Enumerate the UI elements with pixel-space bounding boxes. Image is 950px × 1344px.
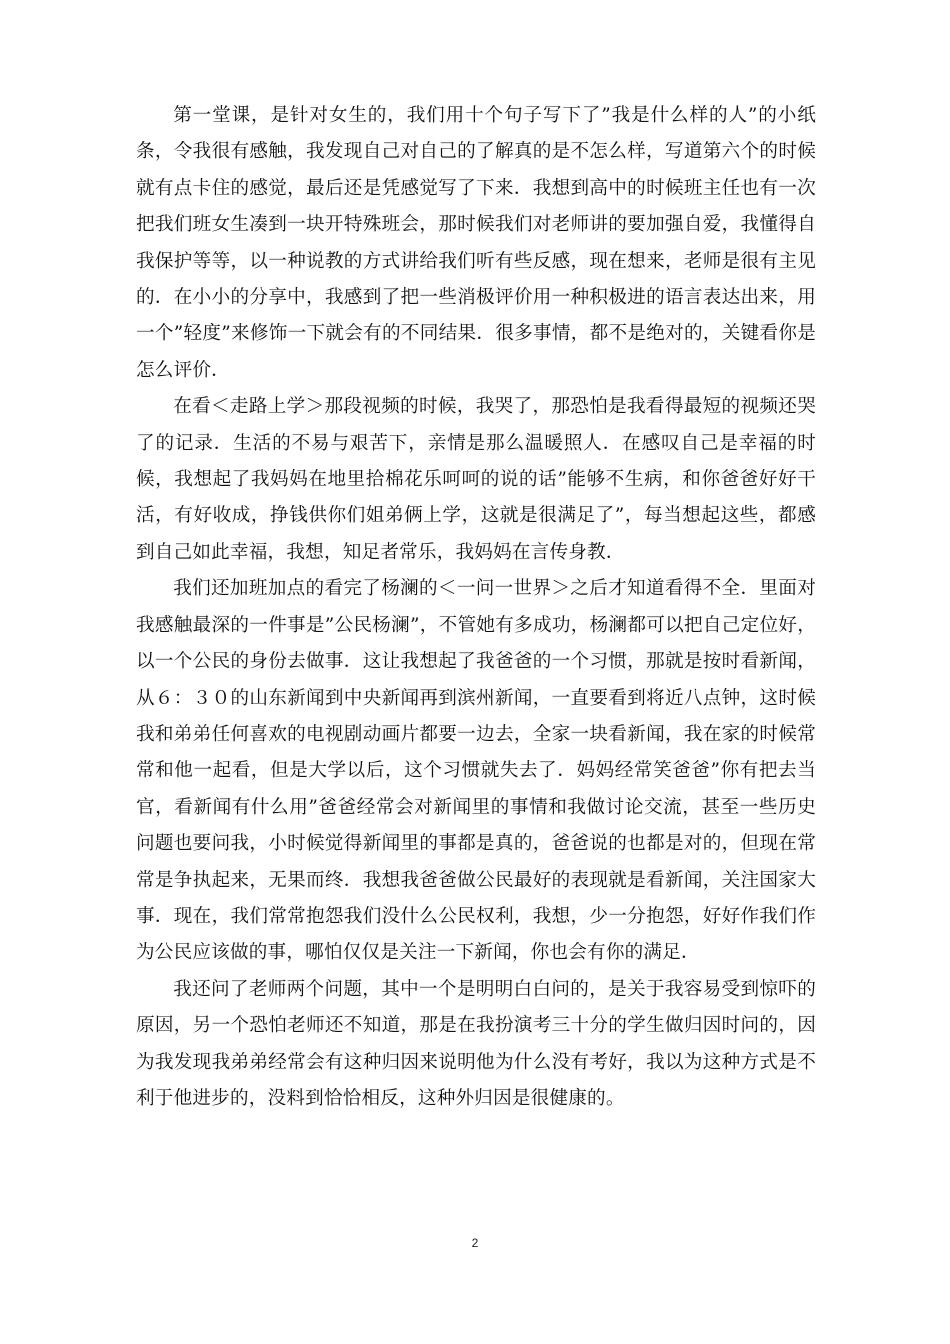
- page-number: 2: [471, 1236, 479, 1250]
- document-body: [136, 98, 816, 1117]
- paragraph-4: 我还问了老师两个问题，其中一个是明明白白问的，是关于我容易受到惊吓的原因，另一个恐怕老师还不知道，那是在我扮演考三十分的学生做归因时问的，因为我发现我弟弟经常会有这种归因来说明他为什么没有考好，我以为这种方式是不利于他进步的，没料到恰恰相反，这种外归因是很健康的。: [136, 978, 816, 1109]
- paragraph-1: 第一堂课，是针对女生的，我们用十个句子写下了”我是什么样的人”的小纸条，令我很有感触，我发现自己对自己的了解真的是不怎么样，写道第六个的时候就有点卡住的感觉，最后还是凭感觉写了下来．我想到高中的时候班主任也有一次把我们班女生凑到一块开特殊班会，那时候我们对老师讲的要加强自爱，我懂得自我保护等等，以一种说教的方式讲给我们听有些反感，现在想来，老师是很有主见的．在小小的分享中，我感到了把一些消极评价用一种积极进的语言表达出来，用一个”轻度”来修饰一下就会有的不同结果．很多事情，都不是绝对的，关键看你是怎么评价．: [136, 105, 816, 381]
- paragraph-3: 我们还加班加点的看完了杨澜的＜一问一世界＞之后才知道看得不全．里面对我感触最深的一件事是”公民杨澜”，不管她有多成功，杨澜都可以把自己定位好，以一个公民的身份去做事．这让我想起了我爸爸的一个习惯，那就是按时看新闻，从６：３０的山东新闻到中央新闻再到滨州新闻，一直要看到将近八点钟，这时候我和弟弟任何喜欢的电视剧动画片都要一边去，全家一块看新闻，我在家的时候常常和他一起看，但是大学以后，这个习惯就失去了．妈妈经常笑爸爸”你有把去当官，看新闻有什么用”爸爸经常会对新闻里的事情和我做讨论交流，甚至一些历史问题也要问我，小时候觉得新闻里的事都是真的，爸爸说的也都是对的，但现在常常是争执起来，无果而终．我想我爸爸做公民最好的表现就是看新闻，关注国家大事．现在，我们常常抱怨我们没什么公民权利，我想，少一分抱怨，好好作我们作为公民应该做的事，哪怕仅仅是关注一下新闻，你也会有你的满足．: [136, 578, 816, 964]
- paragraph-2: 在看＜走路上学＞那段视频的时候，我哭了，那恐怕是我看得最短的视频还哭了的记录．生活的不易与艰苦下，亲情是那么温暖照人．在感叹自己是幸福的时候，我想起了我妈妈在地里拾棉花乐呵呵的说的话”能够不生病，和你爸爸好好干活，有好收成，挣钱供你们姐弟俩上学，这就是很满足了”，每当想起这些，都感到自己如此幸福，我想，知足者常乐，我妈妈在言传身教．: [136, 396, 816, 563]
